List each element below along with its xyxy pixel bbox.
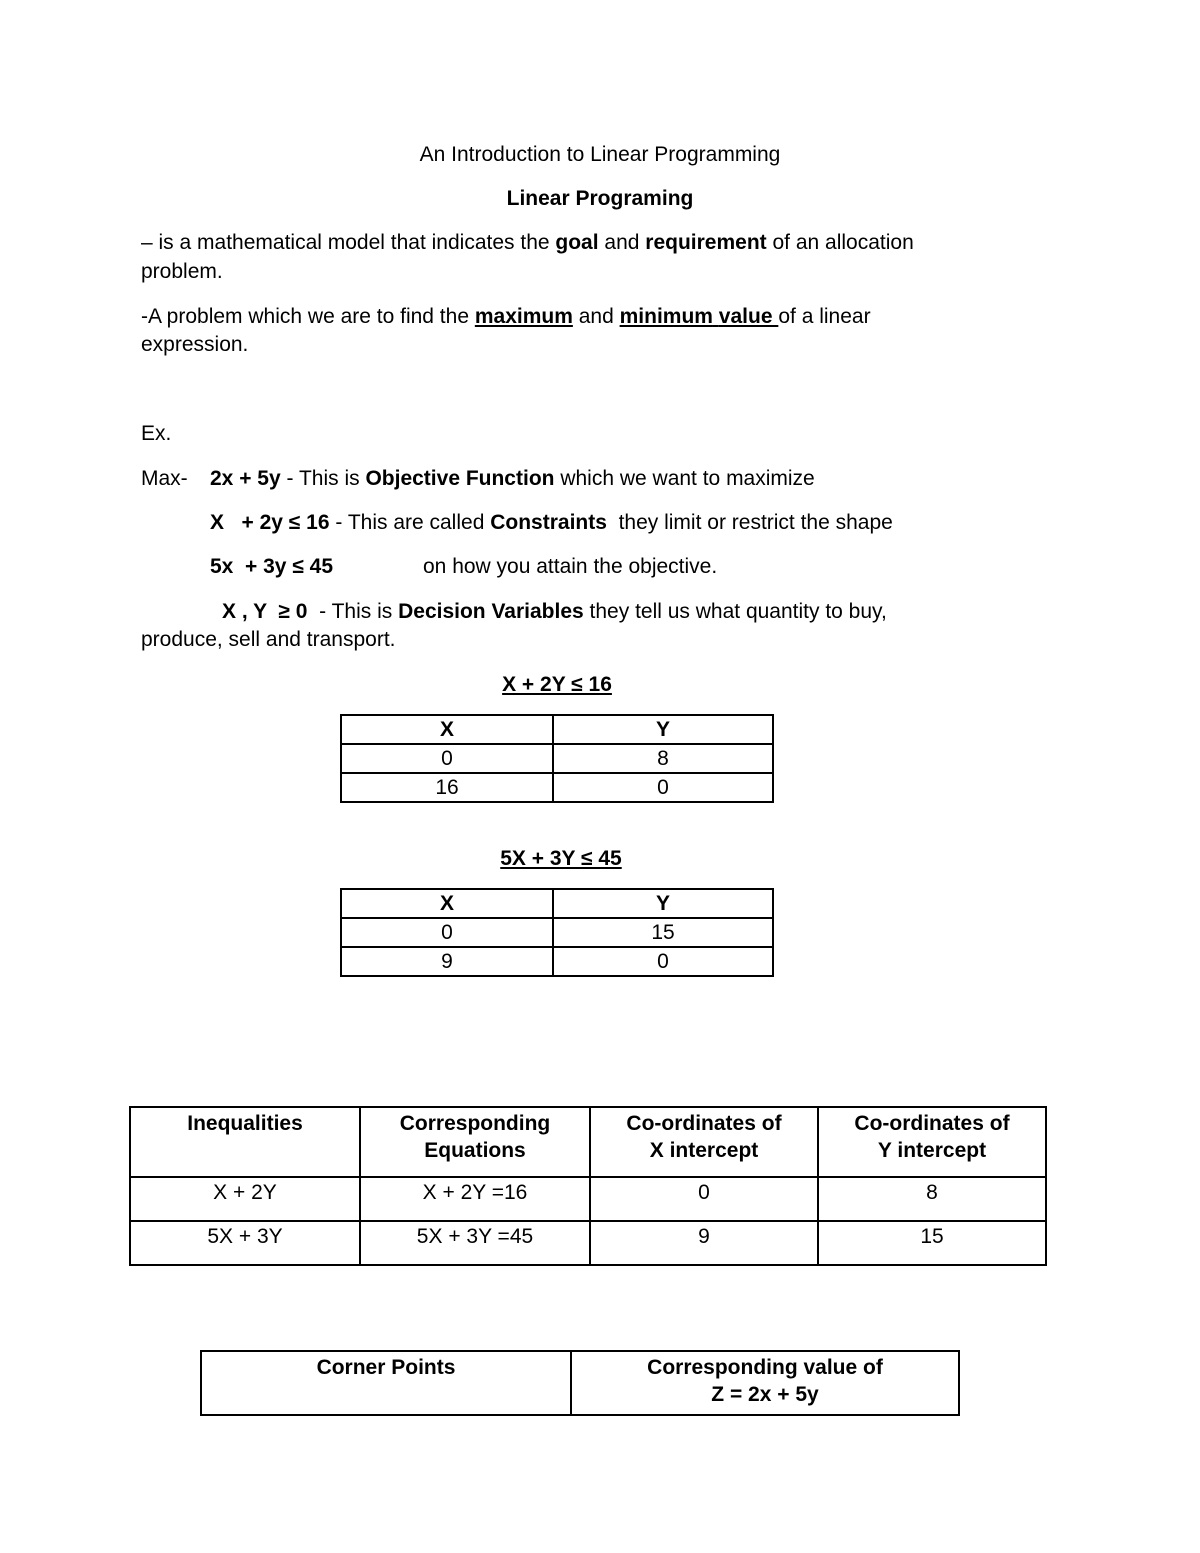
objective-text-b: which we want to maximize (554, 467, 815, 490)
section-heading: Linear Programing (506, 187, 694, 210)
objective-text-a: - This is (280, 467, 366, 490)
table3-cell: X + 2Y (130, 1177, 360, 1221)
def1-text-a: – is a mathematical model that indicates the (141, 231, 556, 254)
header-corresponding-equations: Corresponding Equations (360, 1107, 590, 1177)
table1-header-x: X (341, 715, 553, 744)
decision-line (222, 600, 887, 624)
header-x-intercept: Co-ordinates of X intercept (590, 1107, 818, 1177)
constraint-2-expression: 5x + 3y ≤ 45 (210, 555, 334, 578)
table1-title: X + 2Y ≤ 16 (502, 673, 612, 696)
definition-line-1b: problem. (141, 260, 223, 283)
table2-cell: 0 (553, 947, 773, 976)
table-row (341, 947, 773, 976)
def2-text-b: and (572, 305, 620, 328)
table2-cell: 9 (341, 947, 553, 976)
def2-minimum: minimum (619, 305, 713, 328)
decision-expression: X , Y ≥ 0 (222, 600, 308, 623)
table2-title: 5X + 3Y ≤ 45 (500, 847, 622, 870)
table3-cell: 8 (818, 1177, 1046, 1221)
decision-line-2: produce, sell and transport. (141, 628, 396, 651)
constraint-line-2 (210, 555, 333, 579)
table1-header-y: Y (553, 715, 773, 744)
header-y-intercept: Co-ordinates of Y intercept (818, 1107, 1046, 1177)
objective-function-term: Objective Function (365, 467, 555, 490)
table-row (341, 918, 773, 947)
def1-requirement: requirement (645, 231, 767, 254)
table3-cell: 15 (818, 1221, 1046, 1265)
def2-maximum: maximum (474, 305, 573, 328)
constraint-2-text: on how you attain the objective. (423, 555, 718, 578)
definition-line-1 (141, 231, 914, 255)
constraint-1-text-a: - This are called (329, 511, 491, 534)
constraint-1-expression: X + 2y ≤ 16 (210, 511, 330, 534)
def1-text-c: of an allocation (766, 231, 914, 254)
objective-line: Max- (141, 467, 188, 490)
page-title: An Introduction to Linear Programming (419, 143, 781, 166)
def2-text-d: of a linear (778, 305, 871, 328)
table3-cell: 5X + 3Y (130, 1221, 360, 1265)
decision-variables-term: Decision Variables (398, 600, 584, 623)
def1-text-b: and (598, 231, 646, 254)
header-corresponding-value: Corresponding value of Z = 2x + 5y (571, 1351, 959, 1415)
decision-text-a: - This is (307, 600, 399, 623)
table2-header-x: X (341, 889, 553, 918)
objective-expression: 2x + 5y (210, 467, 281, 490)
intercepts-table (129, 1106, 1047, 1266)
table1-cell: 0 (553, 773, 773, 802)
table-row (341, 773, 773, 802)
table-row (341, 744, 773, 773)
def2-text-a: -A problem which we are to find the (141, 305, 475, 328)
example-label: Ex. (141, 422, 172, 445)
header-inequalities: Inequalities (130, 1107, 360, 1177)
table3-cell: X + 2Y =16 (360, 1177, 590, 1221)
table3-cell: 9 (590, 1221, 818, 1265)
decision-text-b: they tell us what quantity to buy, (583, 600, 887, 623)
table1 (340, 714, 774, 803)
definition-line-2b: expression. (141, 333, 249, 356)
def2-value: value (718, 305, 779, 328)
definition-line-2 (141, 305, 871, 329)
table2 (340, 888, 774, 977)
table-row (130, 1221, 1046, 1265)
table2-header-y: Y (553, 889, 773, 918)
table1-cell: 8 (553, 744, 773, 773)
table-row (130, 1177, 1046, 1221)
objective-description (210, 467, 815, 491)
constraint-1-text-b: they limit or restrict the shape (606, 511, 893, 534)
header-corner-points: Corner Points (201, 1351, 571, 1415)
table3-cell: 5X + 3Y =45 (360, 1221, 590, 1265)
constraint-line-1 (210, 511, 893, 535)
table2-cell: 0 (341, 918, 553, 947)
table1-cell: 0 (341, 744, 553, 773)
constraints-term: Constraints (490, 511, 607, 534)
table3-cell: 0 (590, 1177, 818, 1221)
table2-cell: 15 (553, 918, 773, 947)
table1-cell: 16 (341, 773, 553, 802)
def1-goal: goal (555, 231, 599, 254)
corner-points-table (200, 1350, 960, 1416)
